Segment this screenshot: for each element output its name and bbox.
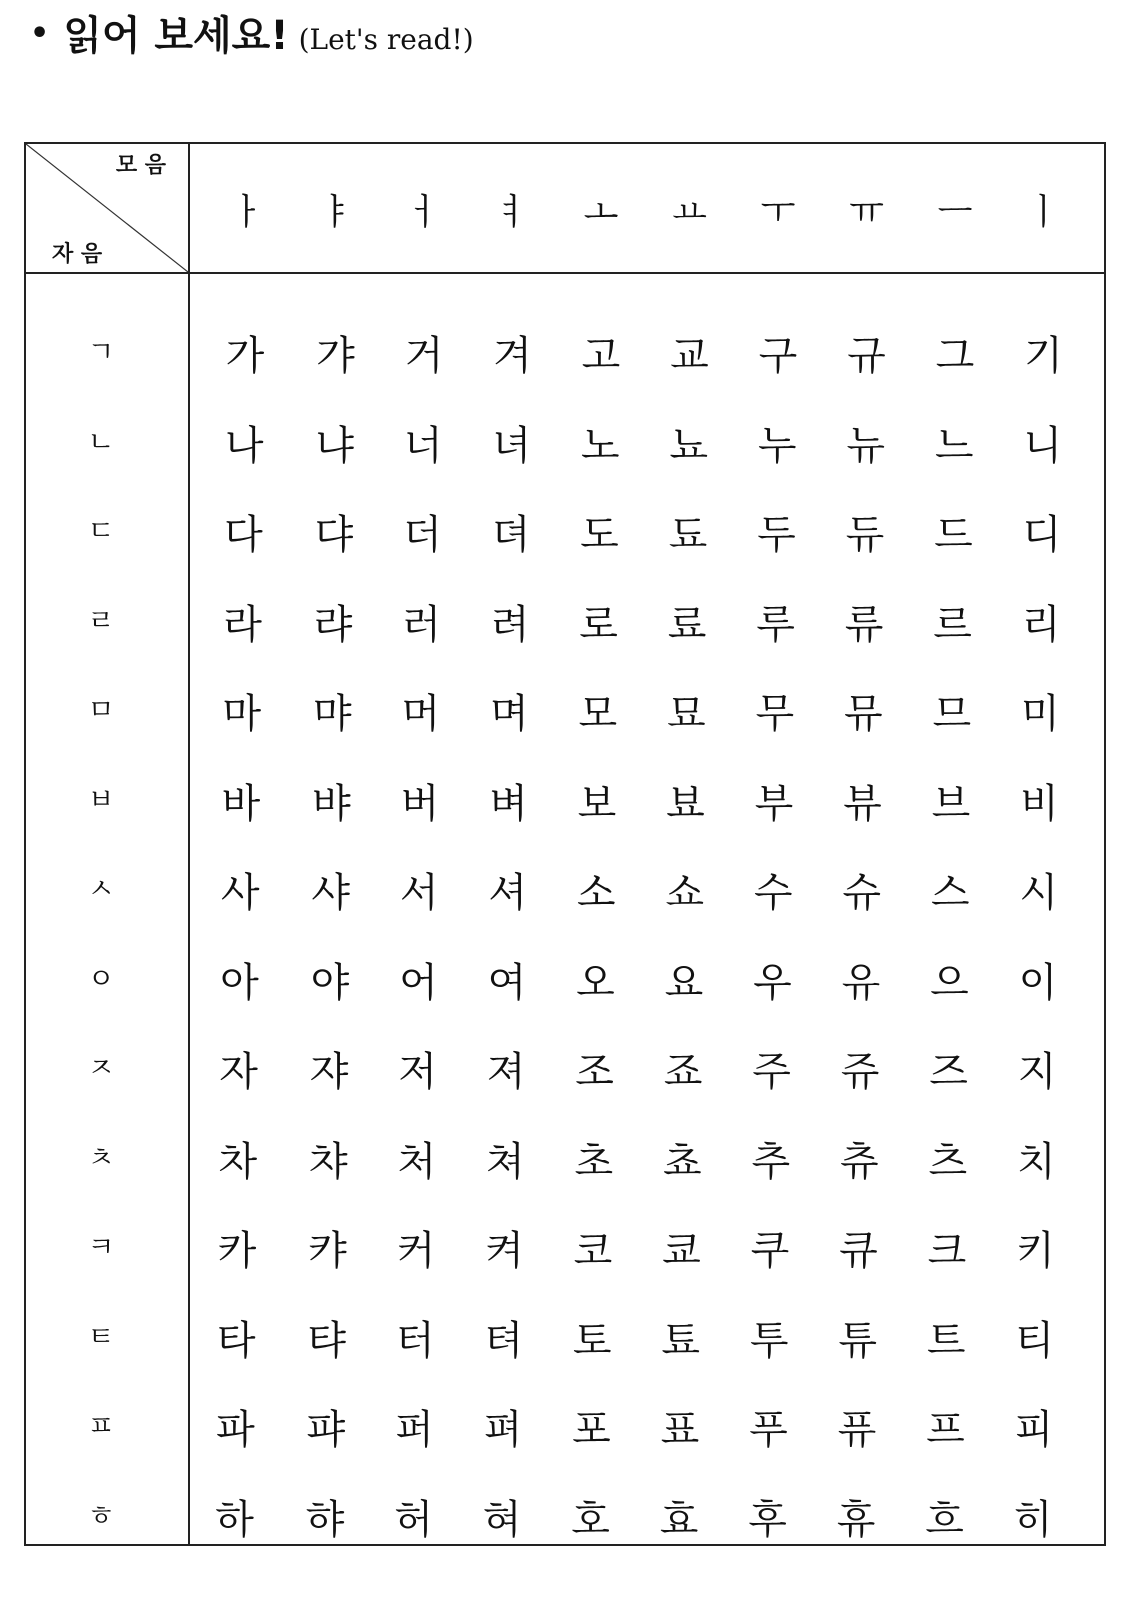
consonant-label: ㅍ xyxy=(87,1409,115,1442)
syllable-cell: 라 xyxy=(223,601,262,648)
syllable-cell: 쥬 xyxy=(840,1049,880,1095)
syllable-cell: 냐 xyxy=(315,422,354,469)
vowel-header: ㅏ xyxy=(229,192,265,233)
syllable-cell: 됴 xyxy=(668,512,708,558)
syllable-cell: 치 xyxy=(1016,1138,1056,1185)
syllable-cell: 파 xyxy=(216,1407,255,1453)
syllable-cell: 두 xyxy=(757,512,796,558)
syllable-cell: 투 xyxy=(749,1317,789,1364)
syllable-cell: 호 xyxy=(571,1496,610,1543)
syllable-cell: 녀 xyxy=(492,422,531,469)
syllable-cell: 다 xyxy=(224,512,263,558)
syllable-cell: 슈 xyxy=(842,870,881,916)
syllable-cell: 셔 xyxy=(488,870,527,916)
syllable-cell: 하 xyxy=(215,1496,254,1543)
syllable-cell: 뎌 xyxy=(491,512,531,558)
consonant-column xyxy=(26,272,190,1544)
syllable-cell: 머 xyxy=(401,691,441,737)
syllable-cell: 누 xyxy=(757,422,797,469)
syllable-cell: 뵤 xyxy=(666,780,705,827)
syllable-cell: 뇨 xyxy=(669,422,708,469)
syllable-cell: 혀 xyxy=(482,1496,522,1543)
syllable-cell: 부 xyxy=(754,780,794,827)
syllable-cell: 쵸 xyxy=(662,1138,702,1185)
syllable-cell: 느 xyxy=(934,422,974,469)
consonant-label: ㅇ xyxy=(87,961,115,995)
syllable-cell: 료 xyxy=(667,601,707,648)
syllable-cell: 허 xyxy=(394,1496,433,1543)
syllable-cell: 여 xyxy=(487,959,527,1006)
vowel-header: ㅓ xyxy=(406,192,442,233)
syllable-cell: 죠 xyxy=(663,1049,703,1095)
syllable-cell: 자 xyxy=(219,1049,258,1095)
syllable-cell: 피 xyxy=(1014,1407,1054,1453)
syllable-cell: 쳐 xyxy=(485,1138,525,1185)
syllable-cell: 뱌 xyxy=(312,780,351,827)
syllable-cell: 퍄 xyxy=(306,1407,346,1453)
syllable-cell: 브 xyxy=(931,780,971,827)
syllable-cell: 고 xyxy=(581,333,621,379)
syllable-cell: 쿄 xyxy=(662,1228,701,1274)
syllable-cell: 더 xyxy=(403,512,442,558)
corner-cell xyxy=(26,144,190,272)
syllable-cell: 교 xyxy=(670,333,709,379)
syllable-cell: 먀 xyxy=(312,691,352,737)
syllable-cell: 툐 xyxy=(661,1317,700,1364)
syllable-cell: 려 xyxy=(490,601,530,648)
syllable-cell: 므 xyxy=(932,691,972,737)
title-english: (Let's read!) xyxy=(298,23,474,56)
vowel-header: ㅠ xyxy=(849,192,884,233)
syllable-cell: 비 xyxy=(1020,780,1059,827)
syllable-cell: 쿠 xyxy=(750,1228,790,1274)
consonant-label: ㄱ xyxy=(87,335,115,368)
syllable-cell: 츄 xyxy=(839,1138,879,1185)
syllable-cell: 요 xyxy=(664,959,704,1006)
syllable-cell: 히 xyxy=(1013,1496,1053,1543)
syllable-cell: 크 xyxy=(927,1228,967,1274)
consonant-label: ㄹ xyxy=(87,603,115,637)
syllable-cell: 겨 xyxy=(493,333,532,379)
syllable-cell: 르 xyxy=(933,601,972,648)
syllable-cell: 추 xyxy=(751,1138,791,1185)
syllable-cell: 유 xyxy=(841,959,881,1006)
syllable-cell: 묘 xyxy=(666,691,706,737)
syllable-cell: 차 xyxy=(218,1138,258,1185)
syllable-cell: 무 xyxy=(755,691,795,737)
syllable-cell: 흐 xyxy=(925,1496,964,1543)
syllable-cell: 그 xyxy=(935,333,975,379)
syllable-cell: 서 xyxy=(399,870,439,916)
syllable-cell: 으 xyxy=(930,959,969,1006)
syllable-cell: 처 xyxy=(397,1138,437,1185)
syllable-cell: 티 xyxy=(1015,1317,1054,1364)
vowel-header: ㅛ xyxy=(672,192,707,233)
syllable-cell: 보 xyxy=(577,780,617,827)
vowel-header: ㅜ xyxy=(760,192,796,233)
consonant-label: ㅌ xyxy=(87,1319,115,1353)
syllable-cell: 뉴 xyxy=(846,422,885,469)
syllable-cell: 츠 xyxy=(928,1138,968,1185)
syllable-cell: 펴 xyxy=(483,1407,523,1453)
syllable-cell: 주 xyxy=(752,1049,791,1095)
syllable-cell: 휴 xyxy=(836,1496,876,1543)
page-title xyxy=(30,4,474,61)
syllable-cell: 우 xyxy=(753,959,792,1006)
syllable-cell: 소 xyxy=(576,870,616,916)
syllable-cell: 져 xyxy=(486,1049,526,1095)
syllable-cell: 트 xyxy=(926,1317,966,1364)
syllable-cell: 나 xyxy=(224,422,264,469)
consonant-label: ㅊ xyxy=(87,1140,115,1174)
vowels-label: 모 음 xyxy=(115,153,166,178)
syllable-cell: 후 xyxy=(748,1496,787,1543)
syllable-cell: 미 xyxy=(1020,691,1060,737)
syllable-cell: 터 xyxy=(395,1317,435,1364)
syllable-cell: 루 xyxy=(756,601,795,648)
syllable-cell: 구 xyxy=(758,333,798,379)
syllable-cell: 갸 xyxy=(316,333,355,379)
syllable-cell: 키 xyxy=(1016,1228,1055,1274)
syllable-cell: 노 xyxy=(580,422,620,469)
syllable-cell: 퓨 xyxy=(837,1407,877,1453)
syllable-cell: 벼 xyxy=(489,780,528,827)
consonant-label: ㅅ xyxy=(87,872,115,905)
syllable-cell: 규 xyxy=(847,333,886,379)
syllable-cell: 쟈 xyxy=(309,1049,349,1095)
syllable-cell: 저 xyxy=(398,1049,437,1095)
syllable-cell: 디 xyxy=(1022,512,1062,558)
vowel-header: ㅕ xyxy=(495,192,530,233)
syllable-cell: 지 xyxy=(1017,1049,1057,1095)
syllable-cell: 오 xyxy=(576,959,615,1006)
syllable-cell: 아 xyxy=(220,959,259,1006)
syllable-cell: 모 xyxy=(578,691,618,737)
syllable-cell: 토 xyxy=(572,1317,612,1364)
syllable-cell: 이 xyxy=(1018,959,1058,1006)
syllable-cell: 로 xyxy=(579,601,618,648)
syllable-cell: 뷰 xyxy=(843,780,882,827)
syllable-cell: 스 xyxy=(930,870,970,916)
bullet: • xyxy=(30,16,50,51)
syllable-cell: 카 xyxy=(217,1228,257,1274)
syllable-cell: 버 xyxy=(400,780,440,827)
consonant-label: ㄷ xyxy=(87,514,115,547)
syllable-cell: 어 xyxy=(399,959,438,1006)
syllable-cell: 커 xyxy=(396,1228,436,1274)
consonant-label: ㄴ xyxy=(87,424,115,458)
syllable-cell: 바 xyxy=(221,780,261,827)
syllable-cell: 큐 xyxy=(839,1228,878,1274)
syllable-cell: 듀 xyxy=(845,512,885,558)
syllable-cell: 타 xyxy=(216,1317,256,1364)
syllable-cell: 탸 xyxy=(307,1317,346,1364)
syllable-cell: 기 xyxy=(1024,333,1063,379)
consonants-label: 자 음 xyxy=(52,242,103,267)
syllable-cell: 햐 xyxy=(305,1496,345,1543)
syllable-cell: 리 xyxy=(1021,601,1061,648)
hangul-syllable-table xyxy=(24,142,1106,1546)
syllable-cell: 시 xyxy=(1019,870,1058,916)
title-korean: 읽어 보세요! xyxy=(63,13,289,59)
syllable-cell: 코 xyxy=(573,1228,613,1274)
consonant-label: ㅈ xyxy=(87,1051,115,1084)
syllable-cell: 즈 xyxy=(929,1049,968,1095)
syllable-cell: 효 xyxy=(659,1496,699,1543)
syllable-cell: 조 xyxy=(575,1049,614,1095)
syllable-cell: 류 xyxy=(844,601,884,648)
syllable-cell: 도 xyxy=(580,512,619,558)
vowel-header: ㅡ xyxy=(937,192,973,233)
syllable-cell: 뮤 xyxy=(843,691,883,737)
syllable-cell: 너 xyxy=(403,422,443,469)
syllable-cell: 사 xyxy=(220,870,260,916)
syllable-cell: 쇼 xyxy=(665,870,704,916)
syllable-cell: 캬 xyxy=(308,1228,347,1274)
consonant-label: ㅂ xyxy=(87,782,115,816)
syllable-cell: 켜 xyxy=(485,1228,524,1274)
syllable-cell: 러 xyxy=(402,601,441,648)
syllable-cell: 푸 xyxy=(749,1407,788,1453)
vowel-header: ㅣ xyxy=(1026,192,1061,233)
syllable-cell: 퍼 xyxy=(395,1407,434,1453)
vowel-header: ㅑ xyxy=(318,192,353,233)
syllable-cell: 댜 xyxy=(314,512,354,558)
syllable-cell: 가 xyxy=(225,333,265,379)
consonant-label: ㅎ xyxy=(87,1498,115,1532)
syllable-cell: 튜 xyxy=(838,1317,877,1364)
syllable-cell: 마 xyxy=(222,691,262,737)
syllable-cell: 며 xyxy=(489,691,529,737)
vowel-header-row xyxy=(26,144,1104,274)
consonant-label: ㅁ xyxy=(87,693,115,726)
syllable-cell: 포 xyxy=(572,1407,611,1453)
syllable-cell: 드 xyxy=(934,512,973,558)
syllable-cell: 챠 xyxy=(308,1138,348,1185)
syllable-cell: 랴 xyxy=(313,601,353,648)
syllable-cell: 샤 xyxy=(311,870,350,916)
syllable-cell: 거 xyxy=(404,333,444,379)
syllable-cell: 수 xyxy=(753,870,793,916)
consonant-label: ㅋ xyxy=(87,1230,115,1263)
syllable-cell: 초 xyxy=(574,1138,614,1185)
syllable-cell: 니 xyxy=(1023,422,1062,469)
syllable-cell: 표 xyxy=(660,1407,700,1453)
syllable-cell: 야 xyxy=(310,959,350,1006)
vowel-header: ㅗ xyxy=(583,192,619,233)
syllable-cell: 프 xyxy=(926,1407,965,1453)
syllable-cell: 텨 xyxy=(484,1317,523,1364)
